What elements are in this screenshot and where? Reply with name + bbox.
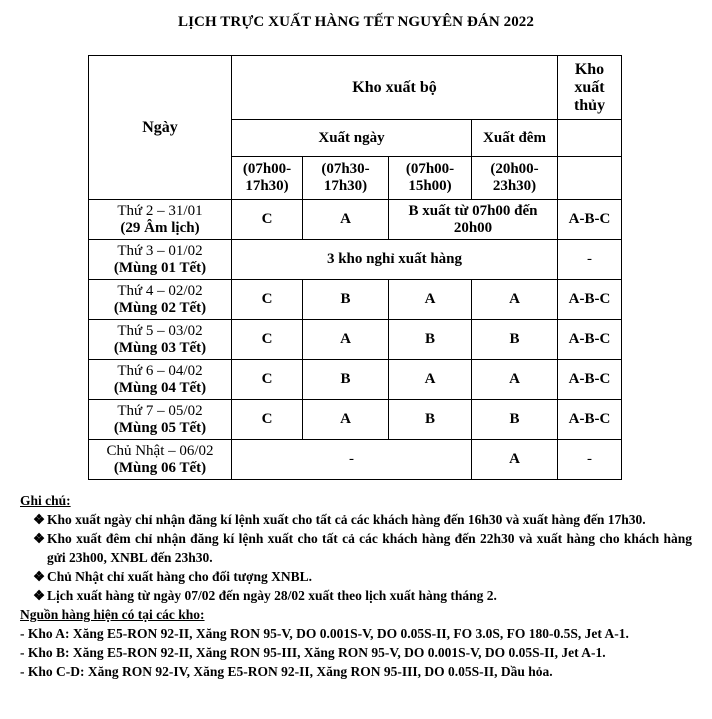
kho-cell: C	[232, 320, 303, 360]
table-row	[89, 440, 622, 480]
day-sublabel: (29 Âm lịch)	[120, 219, 200, 236]
document-title: LỊCH TRỰC XUẤT HÀNG TẾT NGUYÊN ĐÁN 2022	[177, 14, 535, 30]
kho-merged-cell: -	[232, 440, 472, 480]
note-text: Chủ Nhật chỉ xuất hàng cho đối tượng XNBL.	[47, 569, 313, 584]
day-label: Thứ 7 – 05/02	[117, 402, 203, 419]
table-row	[89, 360, 622, 400]
kho-cell: C	[232, 280, 303, 320]
day-sublabel: (Mùng 06 Tết)	[113, 459, 207, 476]
day-sublabel: (Mùng 05 Tết)	[113, 419, 207, 436]
table-row	[89, 240, 622, 280]
time-slot-2: (07h30-17h30)	[303, 157, 389, 200]
note-text: Kho xuất đêm chỉ nhận đăng kí lệnh xuất cho tất cả các khách hàng đến 22h30 và xuất hàng cho khách hàng gửi 23h00, XNBL đến 23h30.	[47, 531, 692, 565]
kho-cell: C	[232, 400, 303, 440]
header-kho-xuat-thuy: Kho xuất thủy	[558, 56, 622, 120]
day-label: Thứ 5 – 03/02	[117, 322, 203, 339]
day-cell	[89, 440, 232, 480]
thuy-cell: A-B-C	[558, 400, 622, 440]
header-xuat-dem: Xuất đêm	[472, 120, 558, 157]
thuy-cell: -	[558, 240, 622, 280]
source-line: - Kho C-D: Xăng RON 92-IV, Xăng E5-RON 92-II, Xăng RON 95-III, DO 0.05S-II, Dầu hỏa.	[20, 664, 553, 679]
day-sublabel: (Mùng 01 Tết)	[113, 259, 207, 276]
kho-cell: A	[303, 320, 389, 360]
note-item	[20, 567, 692, 586]
day-label: Chủ Nhật – 06/02	[106, 442, 214, 459]
time-slot-4: (20h00-23h30)	[472, 157, 558, 200]
kho-cell: A	[389, 280, 472, 320]
schedule-table	[88, 55, 622, 480]
kho-cell: B	[303, 280, 389, 320]
thuy-cell: A-B-C	[558, 200, 622, 240]
day-label: Thứ 2 – 31/01	[117, 202, 203, 219]
diamond-bullet-icon: ❖	[33, 588, 46, 603]
kho-cell: A	[472, 360, 558, 400]
sources-heading: Nguồn hàng hiện có tại các kho:	[20, 607, 205, 622]
kho-merged-cell: 3 kho nghỉ xuất hàng	[232, 240, 558, 280]
table-row	[89, 400, 622, 440]
time-empty-cell	[558, 157, 622, 200]
time-slot-3: (07h00-15h00)	[389, 157, 472, 200]
sources-section	[20, 605, 692, 681]
day-label: Thứ 6 – 04/02	[117, 362, 203, 379]
note-text: Lịch xuất hàng từ ngày 07/02 đến ngày 28/02 xuất theo lịch xuất hàng tháng 2.	[47, 588, 497, 603]
table-row	[89, 320, 622, 360]
day-cell	[89, 280, 232, 320]
kho-cell: C	[232, 360, 303, 400]
source-line: - Kho B: Xăng E5-RON 92-II, Xăng RON 95-III, Xăng RON 95-V, DO 0.001S-V, DO 0.05S-II, Jet A-1.	[20, 645, 606, 660]
day-label: Thứ 4 – 02/02	[117, 282, 203, 299]
kho-cell: B	[472, 320, 558, 360]
header-empty-cell	[558, 120, 622, 157]
thuy-cell: A-B-C	[558, 360, 622, 400]
kho-cell: B	[303, 360, 389, 400]
source-line: - Kho A: Xăng E5-RON 92-II, Xăng RON 95-V, DO 0.001S-V, DO 0.05S-II, FO 3.0S, FO 180-0.5S, Jet A-1.	[20, 626, 629, 641]
diamond-bullet-icon: ❖	[33, 512, 46, 527]
kho-cell: C	[232, 200, 303, 240]
header-ngay: Ngày	[89, 56, 232, 200]
day-cell	[89, 320, 232, 360]
day-cell	[89, 200, 232, 240]
kho-cell: A	[472, 280, 558, 320]
day-cell	[89, 400, 232, 440]
header-xuat-ngay: Xuất ngày	[232, 120, 472, 157]
thuy-cell: A-B-C	[558, 320, 622, 360]
day-cell	[89, 360, 232, 400]
kho-cell: A	[303, 400, 389, 440]
kho-cell: B	[389, 320, 472, 360]
note-item	[20, 586, 692, 605]
note-item	[20, 529, 692, 567]
kho-merged-cell: B xuất từ 07h00 đến 20h00	[389, 200, 558, 240]
diamond-bullet-icon: ❖	[33, 569, 46, 584]
note-text: Kho xuất ngày chỉ nhận đăng kí lệnh xuất cho tất cả các khách hàng đến 16h30 và xuất hàng đến 17h30.	[47, 512, 646, 527]
kho-cell: B	[472, 400, 558, 440]
table-row	[89, 200, 622, 240]
kho-cell: A	[389, 360, 472, 400]
day-sublabel: (Mùng 04 Tết)	[113, 379, 207, 396]
notes-heading: Ghi chú:	[20, 493, 71, 508]
note-item	[20, 510, 692, 529]
thuy-cell: -	[558, 440, 622, 480]
notes-section	[20, 491, 692, 681]
day-label: Thứ 3 – 01/02	[117, 242, 203, 259]
header-kho-xuat-bo: Kho xuất bộ	[232, 56, 558, 120]
kho-cell: A	[303, 200, 389, 240]
day-sublabel: (Mùng 03 Tết)	[113, 339, 207, 356]
day-cell	[89, 240, 232, 280]
diamond-bullet-icon: ❖	[33, 531, 46, 546]
time-slot-1: (07h00-17h30)	[232, 157, 303, 200]
kho-cell: A	[472, 440, 558, 480]
thuy-cell: A-B-C	[558, 280, 622, 320]
table-row	[89, 280, 622, 320]
kho-cell: B	[389, 400, 472, 440]
day-sublabel: (Mùng 02 Tết)	[113, 299, 207, 316]
